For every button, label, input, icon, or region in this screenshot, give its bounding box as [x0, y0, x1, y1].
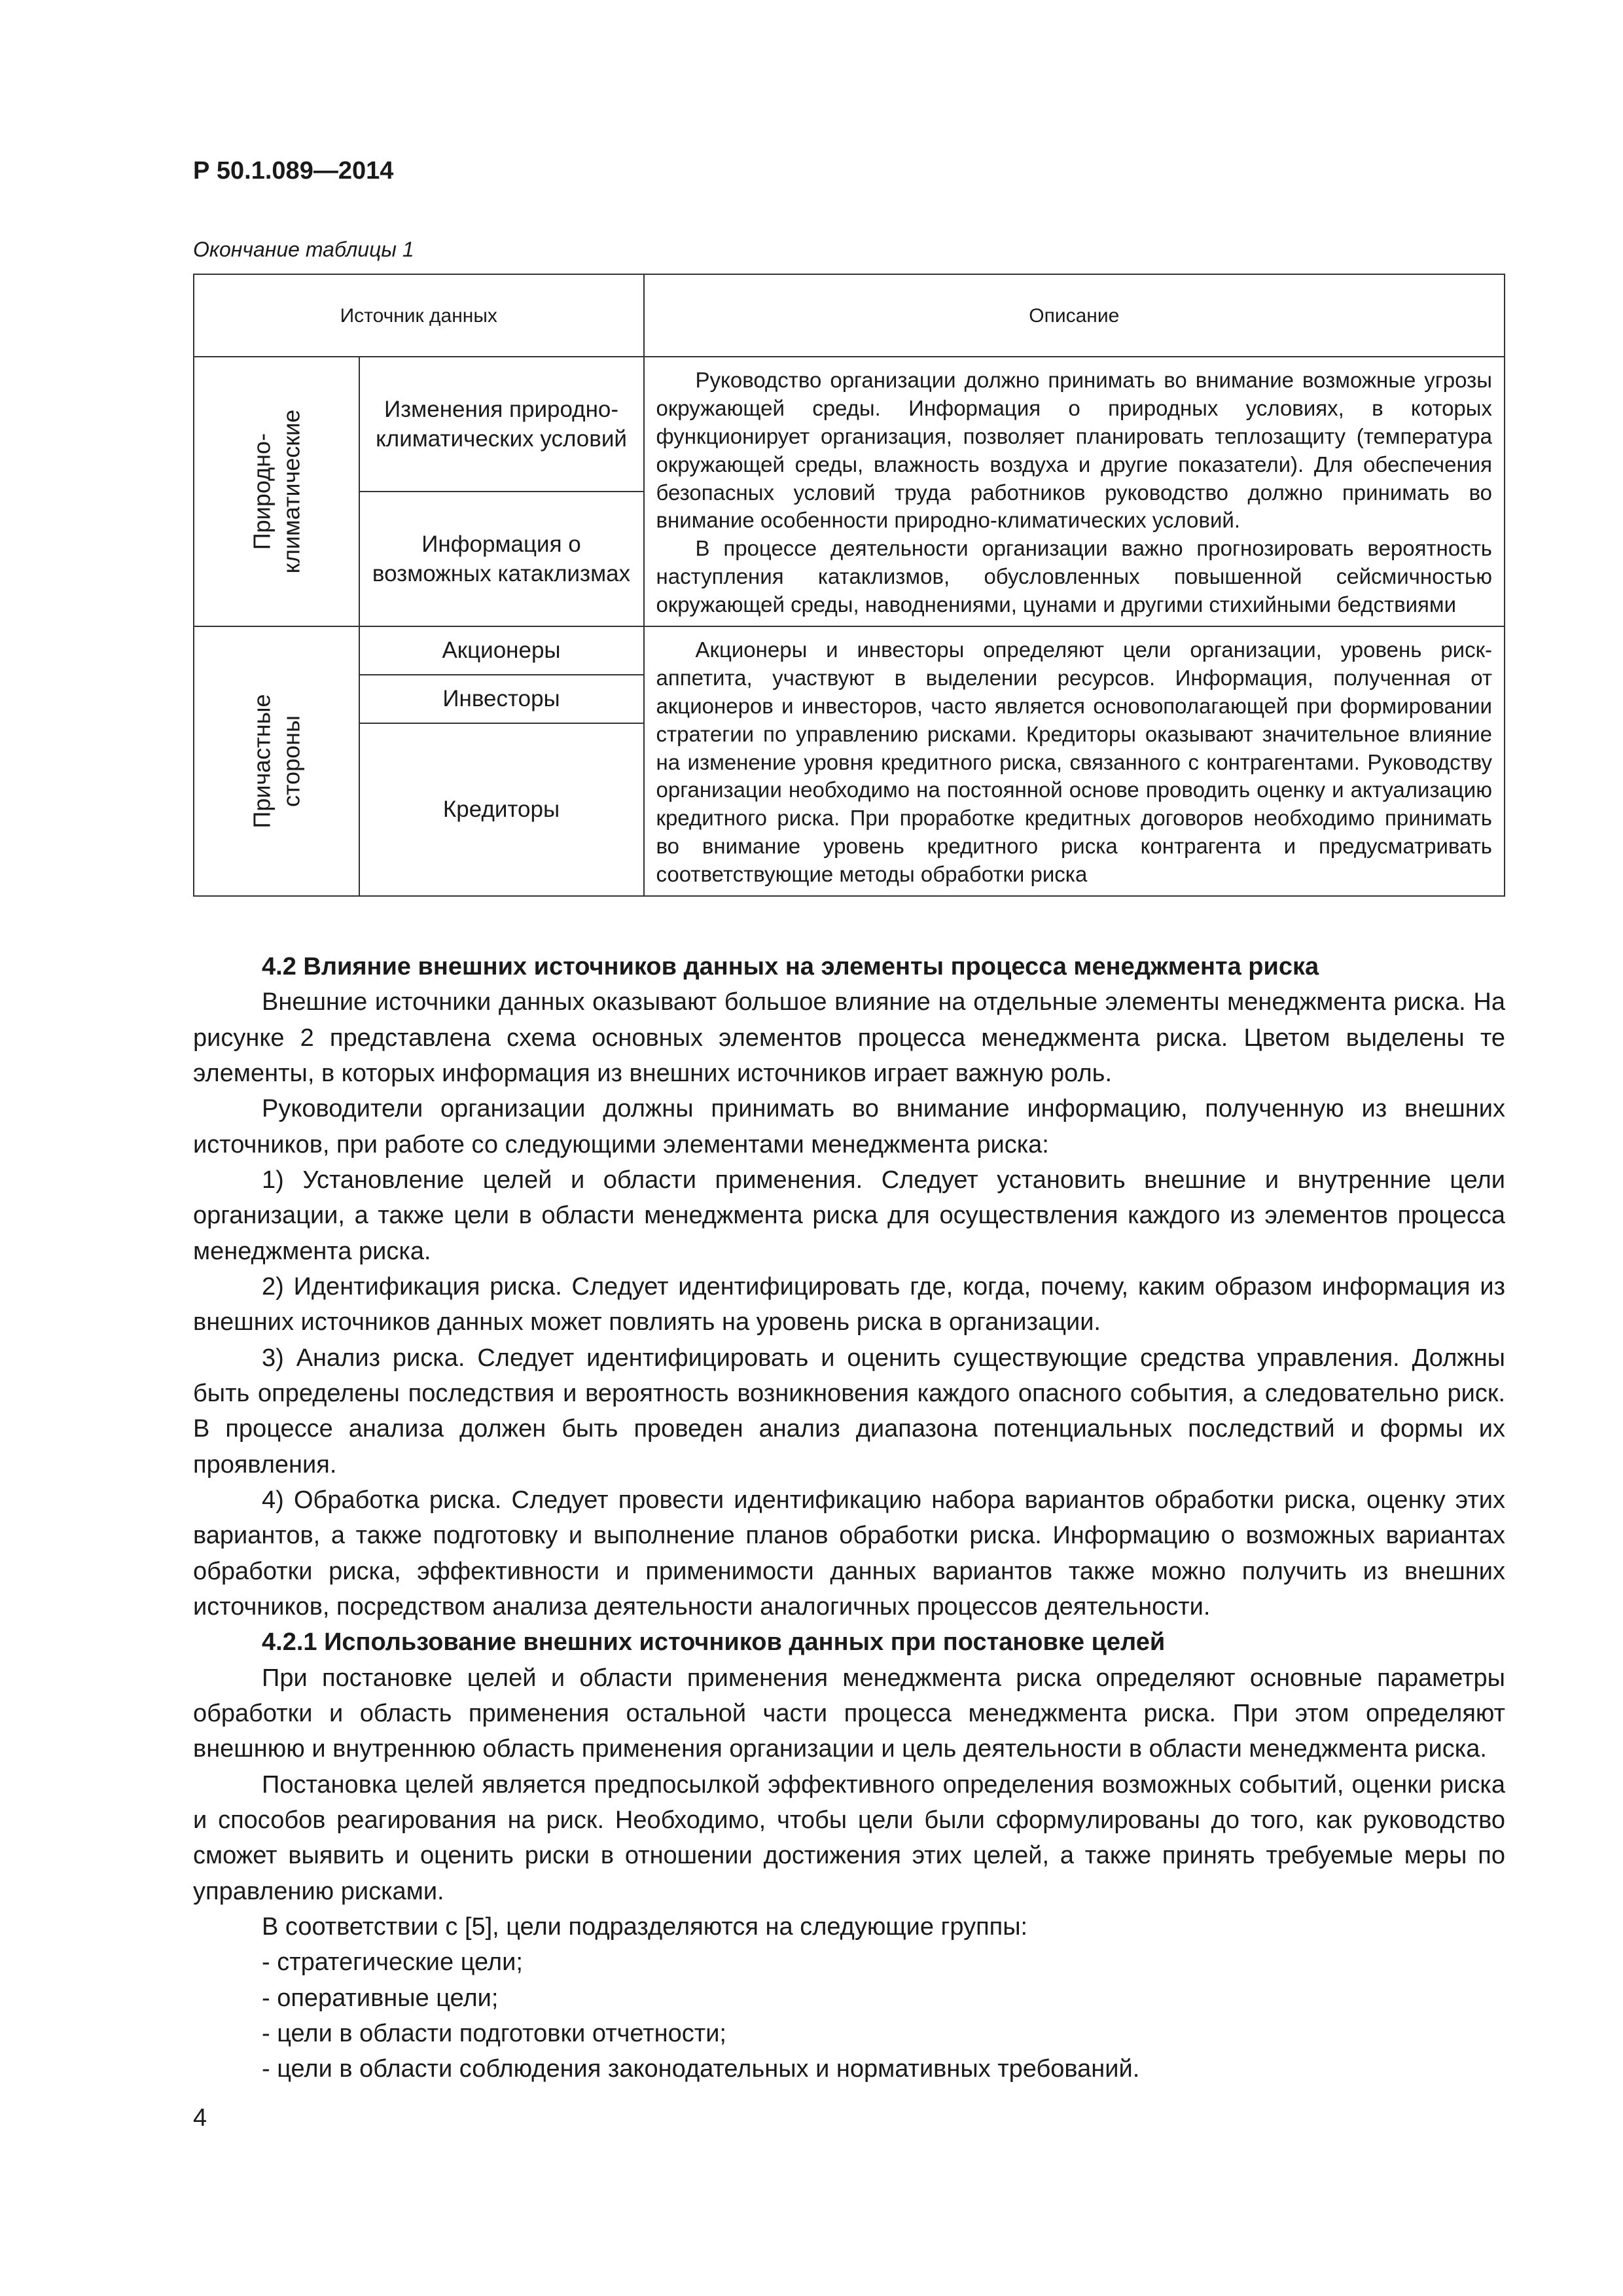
source-cell: Акционеры — [359, 626, 644, 675]
paragraph: При постановке целей и области применения менеджмента риска определяют основные параметры обработки и область применения остальной части процесса менеджмента риска. При этом определяют внешнюю и внутреннюю область применения организации и цель деятельности в области менеджмента риска. — [193, 1664, 1505, 1763]
table-row — [194, 357, 1505, 492]
list-item: 4) Обработка риска. Следует провести идентификацию набора вариантов обработки риска, оценку этих вариантов, а также подготовку и выполнение планов обработки риска. Информацию о возможных вариантах обработки риска, эффективности и применимости данных вариантов также можно получить из внешних источников, посредством анализа деятельности аналогичных процессов деятельности. — [193, 1486, 1505, 1621]
paragraph: Постановка целей является предпосылкой эффективного определения возможных событий, оценки риска и способов реагирования на риск. Необходимо, чтобы цели были сформулированы до того, как руководство сможет выявить и оценить риски в отношении достижения этих целей, а также принять требуемые меры по управлению рисками. — [193, 1770, 1505, 1905]
document-id: Р 50.1.089—2014 — [193, 157, 394, 185]
list-item: - оперативные цели; — [262, 1984, 499, 2012]
section-heading: 4.2 Влияние внешних источников данных на элементы процесса менеджмента риска — [262, 953, 1319, 981]
table-row — [194, 626, 1505, 675]
table-header-row — [194, 274, 1505, 357]
list-item: 2) Идентификация риска. Следует идентифицировать где, когда, почему, каким образом информация из внешних источников данных может повлиять на уровень риска в организации. — [193, 1272, 1505, 1336]
table-caption: Окончание таблицы 1 — [193, 238, 414, 261]
list-item: - цели в области соблюдения законодательных и нормативных требований. — [262, 2055, 1140, 2083]
source-cell: Инвесторы — [359, 675, 644, 723]
source-cell: Изменения природно-климатических условий — [359, 357, 644, 492]
page-number: 4 — [193, 2104, 207, 2132]
paragraph: В соответствии с [5], цели подразделяются на следующие группы: — [262, 1912, 1028, 1941]
group-label-natural: Природно- климатические — [194, 357, 359, 626]
paragraph: Внешние источники данных оказывают большое влияние на отдельные элементы менеджмента риска. На рисунке 2 представлена схема основных элементов процесса менеджмента риска. Цветом выделены те элементы, в которых информация из внешних источников играет важную роль. — [193, 988, 1505, 1088]
sources-table — [193, 274, 1505, 897]
subsection-heading: 4.2.1 Использование внешних источников данных при постановке целей — [262, 1628, 1166, 1657]
list-item: - стратегические цели; — [262, 1948, 523, 1977]
group-label-stakeholders: Причастные стороны — [194, 626, 359, 896]
list-item: - цели в области подготовки отчетности; — [262, 2019, 726, 2047]
header-description: Описание — [644, 274, 1505, 357]
list-item: 3) Анализ риска. Следует идентифицировать и оценить существующие средства управления. Должны быть определены последствия и вероятность возникновения каждого опасного события, а следовательно риск. В процессе анализа должен быть проведен анализ диапазона потенциальных последствий и формы их проявления. — [193, 1344, 1505, 1479]
list-item: 1) Установление целей и области применения. Следует установить внешние и внутренние цели организации, а также цели в области менеджмента риска для осуществления каждого из элементов процесса менеджмента риска. — [193, 1166, 1505, 1265]
paragraph: Руководители организации должны принимать во внимание информацию, полученную из внешних источников, при работе со следующими элементами менеджмента риска: — [193, 1095, 1505, 1158]
header-source: Источник данных — [194, 274, 644, 357]
description-cell: Руководство организации должно принимать во внимание возможные угрозы окружающей среды. Информация о природных условиях, в которых функционирует организация, позволяет планировать теплозащиту (температура окружающей среды, влажность воздуха и другие показатели). Для обеспечения безопасных условий труда работников руководство должно принимать во внимание особенности природно-климатических условий. В процессе деятельности организации важно прогнозировать вероятность наступления катаклизмов, обусловленных повышенной сейсмичностью окружающей среды, наводнениями, цунами и другими стихийными бедствиями — [644, 357, 1505, 626]
document-page — [193, 157, 1505, 2087]
body-text — [193, 949, 1505, 2087]
source-cell: Кредиторы — [359, 723, 644, 896]
source-cell: Информация о возможных катаклизмах — [359, 492, 644, 626]
description-cell: Акционеры и инвесторы определяют цели организации, уровень риск-аппетита, участвуют в выделении ресурсов. Информация, полученная от акционеров и инвесторов, часто является основополагающей при формировании стратегии по управлению рисками. Кредиторы оказывают значительное влияние на изменение уровня кредитного риска, связанного с контрагентами. Руководству организации необходимо на постоянной основе проводить оценку и актуализацию кредитного риска. При проработке кредитных договоров необходимо принимать во внимание уровень кредитного риска контрагента и предусматривать соответствующие методы обработки риска — [644, 626, 1505, 896]
